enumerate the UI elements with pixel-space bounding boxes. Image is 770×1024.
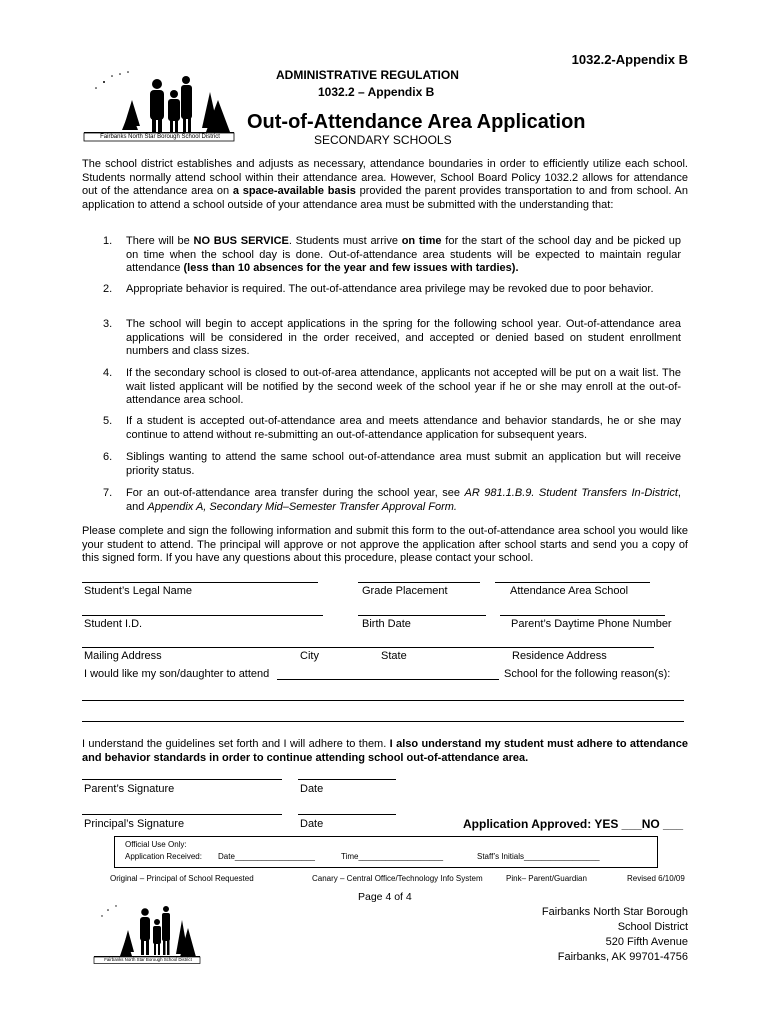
- application-received-label: Application Received:: [125, 852, 202, 861]
- page-title: Out-of-Attendance Area Application: [247, 111, 586, 133]
- intro-paragraph: [82, 158, 688, 212]
- item-text: If a student is accepted out-of-attendance area and meets attendance and behavior standards, he or she may continue to attend without re-submitting an out-of-attendance application for subsequent years.: [126, 415, 681, 441]
- item-text-a: For an out-of-attendance area transfer during the school year, see: [126, 487, 465, 499]
- intro-text-c: provided the parent provides transportation to and from school. An application to attend a school outside of your attendance area must be submitted with the understanding that:: [82, 185, 689, 211]
- item-text-italic-1: AR 981.1.B.9. Student Transfers In-District: [464, 487, 678, 499]
- agreement-paragraph: [82, 738, 688, 765]
- reason-line-1[interactable]: [82, 700, 684, 701]
- residence-label: Residence Address: [512, 650, 607, 662]
- item-text-c: , and: [126, 487, 681, 513]
- reasons-label: School for the following reason(s):: [504, 668, 671, 680]
- address-line-3: 520 Fifth Avenue: [605, 936, 688, 948]
- city-label: City: [300, 650, 319, 662]
- district-logo: [82, 70, 242, 142]
- item-text-c: . Students must arrive: [288, 235, 402, 247]
- address-line-4: Fairbanks, AK 99701-4756: [557, 951, 688, 963]
- page-subtitle: SECONDARY SCHOOLS: [314, 133, 452, 147]
- birth-date-field[interactable]: [358, 615, 486, 616]
- instructions-paragraph: Please complete and sign the following information and submit this form to the out-of-attendance area school you would like your student to attend. The principal will approve or not approve the application after school starts and send you a copy of this signed form. If you have any questions about this procedure, please contact your school.: [82, 525, 688, 564]
- item-text-italic-2: Appendix A, Secondary Mid–Semester Transfer Approval Form.: [147, 500, 457, 513]
- item-text-bold-3: (less than 10 absences for the year and few issues with tardies).: [183, 262, 519, 274]
- phone-field[interactable]: [500, 615, 665, 616]
- item-number: 4.: [103, 367, 113, 379]
- parent-signature-field[interactable]: [82, 779, 282, 780]
- staff-initials-field[interactable]: Staff’s Initials_________________: [477, 852, 600, 861]
- copy-canary: Canary – Central Office/Technology Info System: [312, 874, 483, 883]
- grade-label: Grade Placement: [362, 585, 448, 597]
- legal-name-field[interactable]: [82, 582, 318, 583]
- item-number: 2.: [103, 283, 113, 295]
- item-number: 7.: [103, 487, 113, 499]
- attend-label: I would like my son/daughter to attend: [84, 668, 270, 680]
- item-text: [126, 235, 681, 276]
- received-time-field[interactable]: Time___________________: [341, 852, 444, 861]
- item-number: 3.: [103, 318, 113, 330]
- item-text: [126, 487, 681, 514]
- item-text: The school will begin to accept applications in the spring for the following school year. Out-of-attendance area applications will be considered in the order received, and accepted or denied based on student enrollment numbers and class sizes.: [126, 318, 681, 357]
- page-number: Page 4 of 4: [358, 891, 412, 903]
- document-code: 1032.2-Appendix B: [571, 52, 688, 67]
- intro-text-a: The school district establishes and adjusts as necessary, attendance boundaries in order to efficiently utilize each school. Students normally attend school within their attendance area. However, School Board Policy 1032.2 allows for attendance out of the attendance area on: [82, 158, 688, 197]
- revised-date: Revised 6/10/09: [627, 874, 685, 883]
- parent-date-label: Date: [300, 783, 324, 795]
- parent-signature-label: Parent’s Signature: [84, 783, 175, 795]
- item-number: 6.: [103, 451, 113, 463]
- attend-school-field[interactable]: [277, 679, 499, 680]
- legal-name-label: Student’s Legal Name: [84, 585, 193, 597]
- item-text: Appropriate behavior is required. The out-of-attendance area privilege may be revoked due to poor behavior.: [126, 283, 654, 295]
- logo-text: Fairbanks North Star Borough School District: [100, 134, 220, 140]
- state-label: State: [381, 650, 407, 662]
- birth-date-label: Birth Date: [362, 618, 411, 630]
- footer-logo-text: Fairbanks North Star Borough School District: [104, 957, 192, 962]
- intro-text-bold: a space-available basis: [232, 185, 356, 197]
- list-item: [103, 235, 681, 275]
- address-line-2: School District: [617, 921, 688, 933]
- student-id-field[interactable]: [82, 615, 323, 616]
- copy-pink: Pink– Parent/Guardian: [506, 874, 587, 883]
- footer-district-logo: [92, 902, 204, 964]
- regulation-label: ADMINISTRATIVE REGULATION: [276, 68, 459, 82]
- regulation-number: 1032.2 – Appendix B: [318, 85, 435, 99]
- received-date-field[interactable]: Date__________________: [218, 852, 315, 861]
- grade-field[interactable]: [358, 582, 480, 583]
- district-address: [542, 905, 688, 965]
- area-school-label: Attendance Area School: [510, 585, 629, 597]
- copy-original: Original – Principal of School Requested: [110, 874, 254, 883]
- official-use-box: [114, 836, 658, 868]
- mailing-label: Mailing Address: [84, 650, 162, 662]
- application-approved[interactable]: Application Approved: YES ___NO ___: [463, 817, 684, 831]
- item-text: Siblings wanting to attend the same school out-of-attendance area must submit an application but will receive priority status.: [126, 451, 681, 477]
- item-text-e: for the start of the school day and be picked up on time when the school day is done. Out-of-attendance area students will be expected to maintain regular attendance: [126, 235, 681, 274]
- agreement-bold: I also understand my student must adhere to attendance and behavior standards in order to continue attending school out-of-attendance area.: [82, 738, 688, 764]
- area-school-field[interactable]: [495, 582, 650, 583]
- agreement-text: I understand the guidelines set forth and I will adhere to them.: [82, 738, 390, 750]
- item-text-bold-1: NO BUS SERVICE: [193, 235, 289, 247]
- address-line-1: Fairbanks North Star Borough: [541, 906, 688, 918]
- item-text-bold-2: on time: [401, 235, 442, 247]
- item-number: 5.: [103, 415, 113, 427]
- phone-label: Parent’s Daytime Phone Number: [511, 618, 672, 630]
- principal-signature-field[interactable]: [82, 814, 282, 815]
- principal-signature-label: Principal’s Signature: [84, 818, 185, 830]
- principal-date-field[interactable]: [298, 814, 396, 815]
- item-text-a: There will be: [126, 235, 194, 247]
- item-text: If the secondary school is closed to out-of-area attendance, applicants not accepted will be put on a wait list. The wait listed applicant will be notified by the second week of the school year if he or she may enroll at the out-of-attendance area school.: [126, 367, 681, 406]
- reason-line-2[interactable]: [82, 721, 684, 722]
- official-use-title: Official Use Only:: [125, 840, 187, 849]
- parent-date-field[interactable]: [298, 779, 396, 780]
- item-number: 1.: [103, 235, 113, 247]
- student-id-label: Student I.D.: [84, 618, 143, 630]
- mailing-address-field[interactable]: [82, 647, 654, 648]
- principal-date-label: Date: [300, 818, 324, 830]
